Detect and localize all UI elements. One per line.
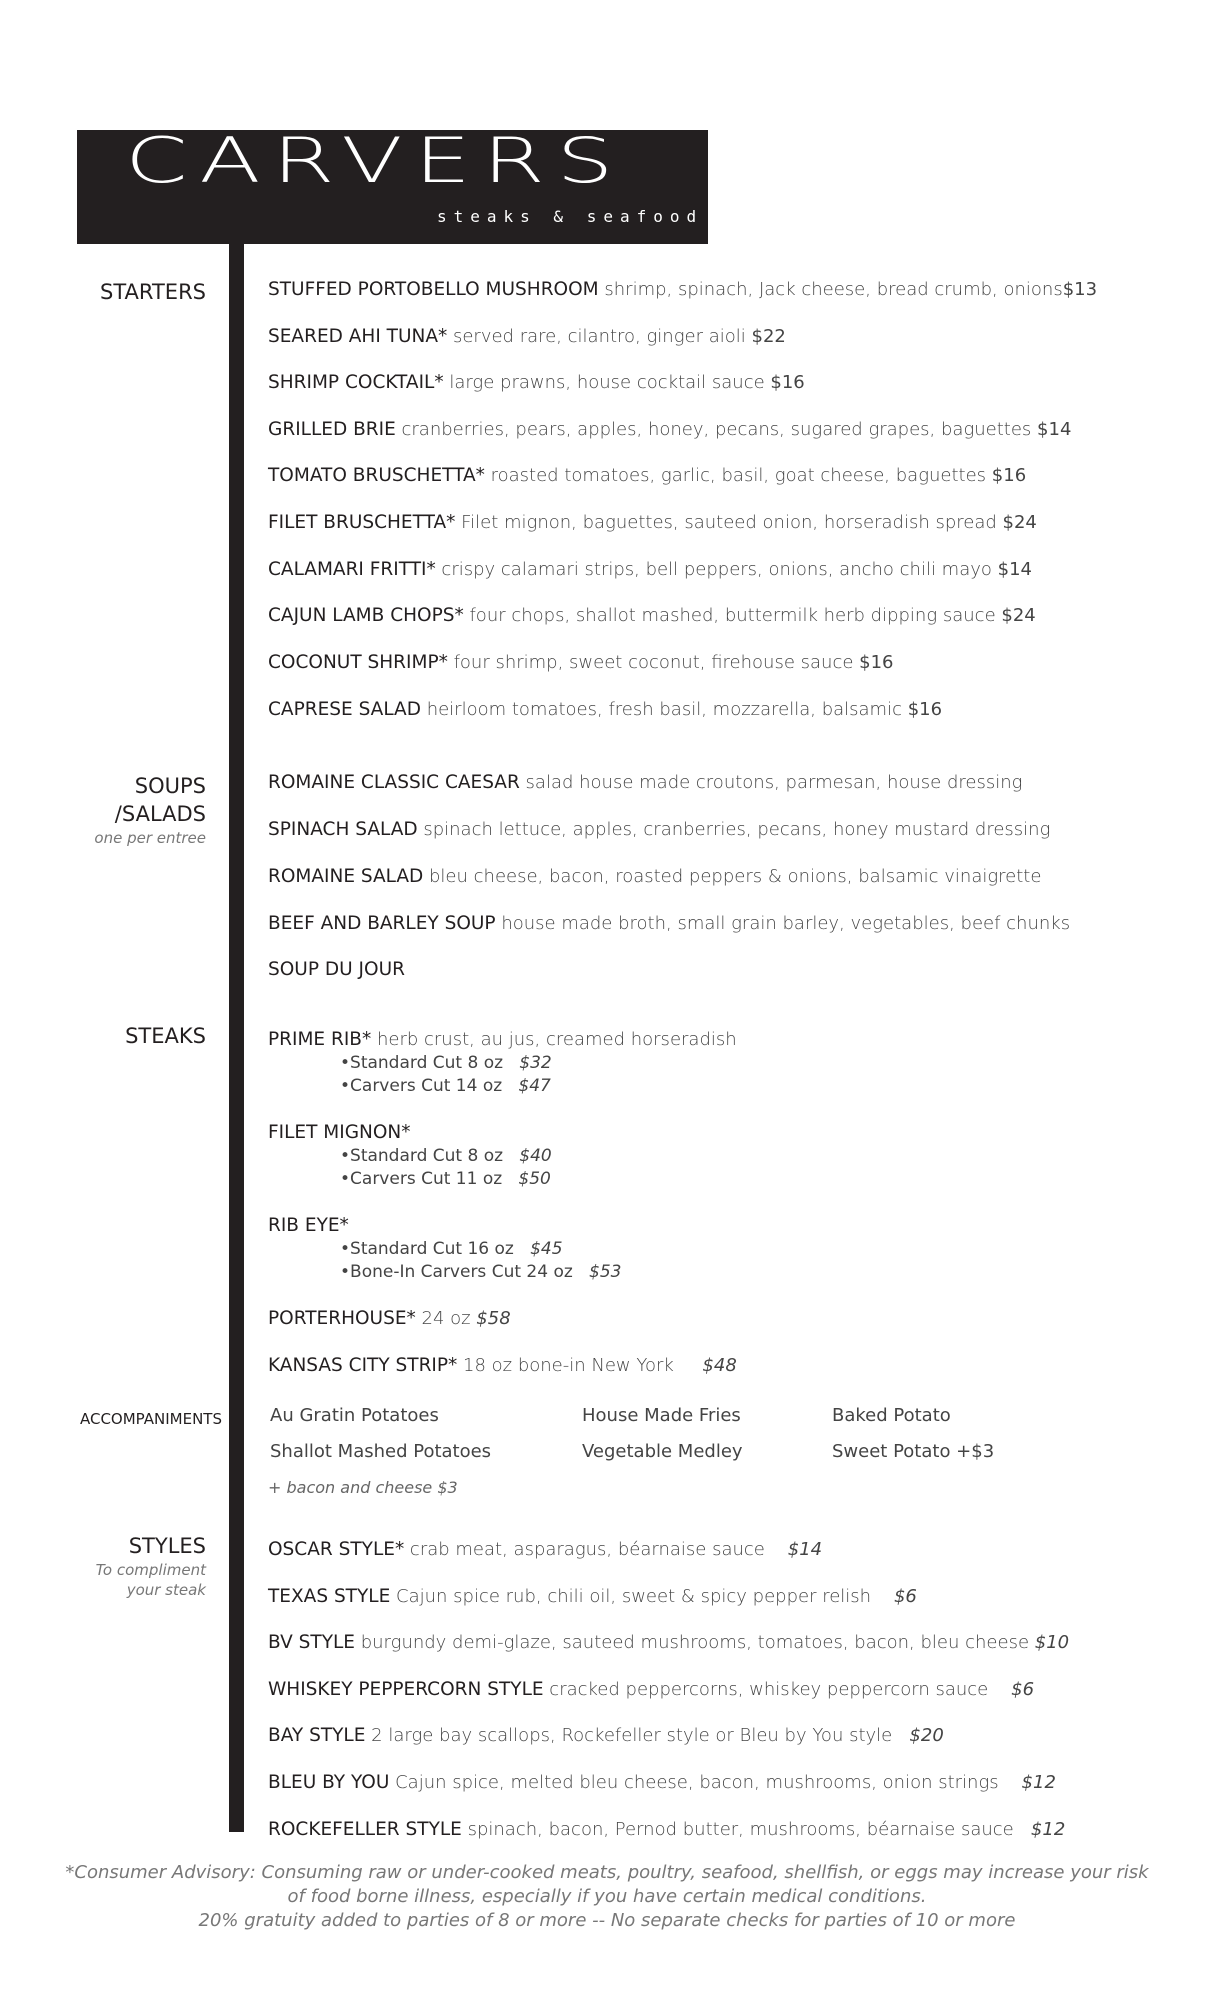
section-styles-note-2: your steak [126,1581,206,1599]
menu-item: TOMATO BRUSCHETTA* roasted tomatoes, garlic, basil, goat cheese, baguettes $16 [268,465,1027,486]
cut-option: •Standard Cut 8 oz $40 [340,1146,552,1166]
side-item: Baked Potato [832,1405,951,1426]
menu-item: CAJUN LAMB CHOPS* four chops, shallot mashed, buttermilk herb dipping sauce $24 [268,605,1036,626]
menu-item: SEARED AHI TUNA* served rare, cilantro, ginger aioli $22 [268,326,786,347]
consumer-advisory-line1: *Consumer Advisory: Consuming raw or under-cooked meats, poultry, seafood, shellfish, or eggs may increase your risk [65,1862,1149,1883]
menu-item: BV STYLE burgundy demi-glaze, sauteed mushrooms, tomatoes, bacon, bleu cheese $10 [268,1632,1070,1653]
cut-option: •Bone-In Carvers Cut 24 oz $53 [340,1262,622,1282]
cut-option: •Standard Cut 16 oz $45 [340,1239,563,1259]
menu-item: SOUP DU JOUR [268,959,405,980]
side-addon: + bacon and cheese $3 [268,1478,458,1497]
section-soups-salads [94,772,206,848]
section-accompaniments: ACCOMPANIMENTS [79,1410,222,1428]
menu-item: FILET BRUSCHETTA* Filet mignon, baguettes, sauteed onion, horseradish spread $24 [268,512,1037,533]
tagline: steaks & seafood [437,207,704,226]
menu-item: ROMAINE SALAD bleu cheese, bacon, roasted peppers & onions, balsamic vinaigrette [268,866,1042,887]
menu-item: FILET MIGNON* [268,1122,411,1143]
section-starters: STARTERS [100,280,206,304]
section-styles-note-1: To compliment [95,1561,206,1579]
vertical-divider [229,244,244,1832]
menu-item: SHRIMP COCKTAIL* large prawns, house cocktail sauce $16 [268,372,805,393]
menu-item: OSCAR STYLE* crab meat, asparagus, béarnaise sauce $14 [268,1539,823,1560]
side-item: Shallot Mashed Potatoes [270,1441,492,1462]
carvers-logo [77,130,708,244]
menu-item: BEEF AND BARLEY SOUP house made broth, small grain barley, vegetables, beef chunks [268,913,1071,934]
menu-item: BLEU BY YOU Cajun spice, melted bleu cheese, bacon, mushrooms, onion strings $12 [268,1772,1056,1793]
menu-item: GRILLED BRIE cranberries, pears, apples, honey, pecans, sugared grapes, baguettes $14 [268,419,1072,440]
menu-item: RIB EYE* [268,1215,349,1236]
consumer-advisory-line2: of food borne illness, especially if you have certain medical conditions. [287,1886,927,1907]
menu-item: COCONUT SHRIMP* four shrimp, sweet coconut, firehouse sauce $16 [268,652,894,673]
logo-banner [77,130,708,244]
menu-item: ROMAINE CLASSIC CAESAR salad house made croutons, parmesan, house dressing [268,772,1023,793]
menu-item: BAY STYLE 2 large bay scallops, Rockefeller style or Bleu by You style $20 [268,1725,944,1746]
cut-option: •Carvers Cut 14 oz $47 [340,1076,551,1096]
section-soups-line2: /SALADS [114,802,206,826]
section-steaks: STEAKS [125,1024,206,1048]
section-styles [96,1532,206,1600]
section-soups-note: one per entree [94,829,206,847]
menu-item: STUFFED PORTOBELLO MUSHROOM shrimp, spinach, Jack cheese, bread crumb, onions$13 [268,279,1098,300]
menu-item: CAPRESE SALAD heirloom tomatoes, fresh basil, mozzarella, balsamic $16 [268,699,943,720]
cut-option: •Carvers Cut 11 oz $50 [340,1169,551,1189]
gratuity-note: 20% gratuity added to parties of 8 or more -- No separate checks for parties of 10 or more [198,1910,1016,1931]
side-item: Vegetable Medley [582,1441,743,1462]
side-item: Sweet Potato +$3 [832,1441,995,1462]
cut-option: •Standard Cut 8 oz $32 [340,1053,552,1073]
section-soups-line1: SOUPS [134,774,206,798]
menu-item: SPINACH SALAD spinach lettuce, apples, cranberries, pecans, honey mustard dressing [268,819,1051,840]
menu-item: PRIME RIB* herb crust, au jus, creamed horseradish [268,1029,737,1050]
menu-item: ROCKEFELLER STYLE spinach, bacon, Pernod butter, mushrooms, béarnaise sauce $12 [268,1819,1066,1840]
menu-item: CALAMARI FRITTI* crispy calamari strips, bell peppers, onions, ancho chili mayo $14 [268,559,1032,580]
side-item: Au Gratin Potatoes [270,1405,439,1426]
menu-item: PORTERHOUSE* 24 oz $58 [268,1308,511,1329]
side-item: House Made Fries [582,1405,741,1426]
logo-text: CARVERS [125,130,625,197]
menu-item: TEXAS STYLE Cajun spice rub, chili oil, sweet & spicy pepper relish $6 [268,1586,917,1607]
menu-item: WHISKEY PEPPERCORN STYLE cracked peppercorns, whiskey peppercorn sauce $6 [268,1679,1035,1700]
section-styles-label: STYLES [128,1534,206,1558]
menu-item: KANSAS CITY STRIP* 18 oz bone-in New York $48 [268,1355,737,1376]
